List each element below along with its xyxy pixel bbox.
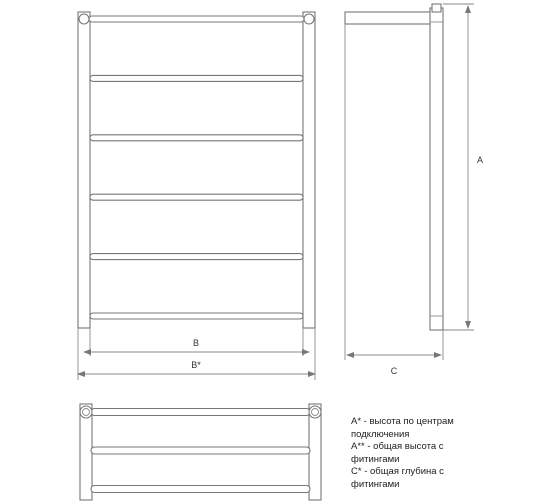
dimension-b-label: B [192,338,200,348]
dimension-b-star-label: B* [191,360,201,370]
top-rung [91,447,310,454]
legend-line: фитингами [351,478,400,490]
front-rung [90,254,303,260]
side-top-bar [345,12,433,24]
front-view [78,12,315,380]
dimension-c-label: C [390,366,398,376]
front-rung [90,75,303,81]
side-post [430,8,443,330]
front-rung [89,16,304,22]
legend-line: подключения [351,428,410,440]
top-rung [91,409,310,416]
top-view [80,404,321,500]
side-top-fitting [432,4,441,12]
legend [351,416,551,491]
top-rung [91,486,310,493]
front-top-right-fitting [304,14,314,24]
side-view [345,4,483,376]
legend-line: A** - общая высота с [351,441,444,452]
front-left-post [78,12,90,328]
front-rungs [89,16,304,319]
front-rung [90,194,303,200]
top-right-fitting [309,406,321,418]
legend-line: C* - общая глубина с [351,466,444,477]
legend-line: A* - высота по центрам [351,416,454,427]
dimension-a-label: A [476,155,484,165]
front-rung [90,313,303,319]
top-rungs [91,409,310,493]
top-left-fitting [80,406,92,418]
legend-line: фитингами [351,453,400,465]
front-top-left-fitting [79,14,89,24]
front-right-post [303,12,315,328]
front-rung [90,135,303,141]
